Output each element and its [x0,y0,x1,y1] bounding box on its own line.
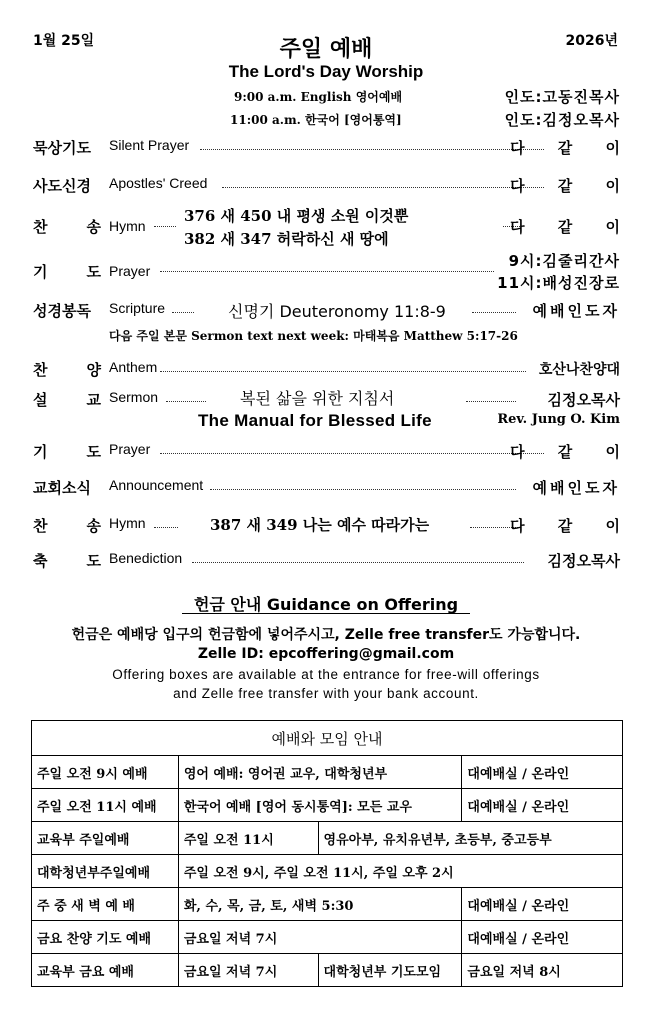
schedule-desc: 한국어 예배 [영어 동시통역]: 모든 교우 [178,789,462,822]
sermon-preacher-en: Rev. Jung O. Kim [497,412,620,427]
service-leader-korean: 인도:김정오목사 [504,111,620,129]
schedule-time: 금요일 저녁 7시 [178,954,318,987]
order-label-en: Sermon [109,389,159,405]
order-by: 다 같 이 [510,139,634,157]
order-scripture [0,300,652,322]
sermon-title-ko: 복된 삶을 위한 지침서 [240,389,395,408]
order-sermon [0,389,652,439]
schedule-row [32,822,623,855]
offering-title-underline [182,613,470,614]
prayer-leader-11am: 11시:배성진장로 [497,274,620,292]
label-char: 기 [33,443,48,461]
schedule-header-row [32,721,623,756]
order-label-ko [33,261,101,282]
order-label-en: Prayer [109,441,151,457]
service-time-english: 9:00 a.m. English 영어예배 [234,90,403,104]
service-leader-english: 인도:고동진목사 [504,88,620,106]
label-char: 축 [33,552,48,570]
dotted-leader [160,371,526,372]
schedule-desc: 주일 오전 9시, 주일 오전 11시, 주일 오후 2시 [178,855,622,888]
order-by: 다 같 이 [510,443,634,461]
order-by: 예배인도자 [532,479,620,497]
schedule-groups: 영유아부, 유치유년부, 초등부, 중고등부 [318,822,622,855]
label-char: 찬 [33,218,48,236]
order-label-ko [33,515,101,536]
offering-note-ko: 헌금은 예배당 입구의 헌금함에 넣어주시고, Zelle free transfer도 가능합니다. [71,627,581,643]
label-char: 기 [33,263,48,281]
dotted-leader [166,401,206,402]
service-date: 1월 25일 [33,33,95,49]
dotted-leader [160,453,544,454]
offering-note-en-1: Offering boxes are available at the entrance for free-will offerings [112,667,540,682]
order-label-ko: 묵상기도 [33,139,91,157]
schedule-place: 대예배실 / 온라인 [462,789,623,822]
order-prayer-1 [0,250,652,294]
order-by: 다 같 이 [510,517,634,535]
offering-note-en-2: and Zelle free transfer with your bank account. [173,686,479,701]
schedule-name-2: 대학청년부 기도모임 [318,954,462,987]
schedule-row [32,855,623,888]
schedule-row [32,921,623,954]
scripture-reference: 신명기 Deuteronomy 11:8-9 [228,302,446,321]
schedule-desc: 화, 수, 목, 금, 토, 새벽 5:30 [178,888,462,921]
order-label-ko: 사도신경 [33,177,91,195]
order-label-ko [33,216,101,237]
dotted-leader [466,401,516,402]
dotted-leader [222,187,544,188]
dotted-leader [172,312,194,313]
order-label-en: Apostles' Creed [109,175,208,191]
schedule-place: 대예배실 / 온라인 [462,888,623,921]
schedule-row [32,954,623,987]
dotted-leader [210,489,516,490]
order-anthem [0,359,652,381]
order-by: 다 같 이 [510,177,634,195]
order-label-ko [33,389,101,410]
label-char: 찬 [33,517,48,535]
order-label-en: Hymn [109,218,146,234]
schedule-name: 교육부 주일예배 [32,822,179,855]
label-char: 찬 [33,361,48,379]
order-by: 호산나찬양대 [538,362,620,378]
schedule-name: 주 중 새 벽 예 배 [32,888,179,921]
page-title-ko: 주일 예배 [279,37,373,62]
dotted-leader [200,149,544,150]
schedule-row [32,756,623,789]
label-char: 도 [86,443,101,461]
order-label-en: Benediction [109,550,183,566]
hymn-line-1: 376 새 450 내 평생 소원 이것뿐 [184,207,409,225]
order-by: 김정오목사 [547,552,620,570]
schedule-time: 주일 오전 11시 [178,822,318,855]
order-hymn-1 [0,205,652,249]
schedule-name: 교육부 금요 예배 [32,954,179,987]
next-week-sermon-text: 다음 주일 본문 Sermon text next week: 마태복음 Matthew 5:17-26 [109,329,518,343]
label-char: 도 [86,263,101,281]
prayer-leader-9am: 9시:김줄리간사 [508,252,620,270]
schedule-table [31,720,623,987]
order-benediction [0,550,652,572]
hymn-line-2: 382 새 347 허락하신 새 땅에 [184,230,389,248]
sermon-title-en: The Manual for Blessed Life [198,411,432,430]
offering-zelle-id: Zelle ID: epcoffering@gmail.com [197,646,455,662]
order-prayer-2 [0,441,652,463]
service-year: 2026년 [565,33,618,49]
order-label-ko: 교회소식 [33,479,91,497]
schedule-time-2: 금요일 저녁 8시 [462,954,623,987]
label-char: 교 [86,391,101,409]
label-char: 송 [86,218,101,236]
schedule-name: 주일 오전 9시 예배 [32,756,179,789]
schedule-name: 주일 오전 11시 예배 [32,789,179,822]
order-label-en: Silent Prayer [109,137,190,153]
order-label-en: Hymn [109,515,146,531]
schedule-title: 예배와 모임 안내 [32,721,623,756]
schedule-row [32,789,623,822]
dotted-leader [472,312,516,313]
dotted-leader [154,527,178,528]
offering-title: 헌금 안내 Guidance on Offering [193,595,459,614]
hymn-line: 387 새 349 나는 예수 따라가는 [210,516,430,534]
schedule-place: 대예배실 / 온라인 [462,756,623,789]
order-label-en: Announcement [109,477,204,493]
schedule-desc: 영어 예배: 영어권 교우, 대학청년부 [178,756,462,789]
order-label-ko: 성경봉독 [33,302,91,320]
sermon-preacher: 김정오목사 [547,391,620,409]
order-hymn-2 [0,515,652,537]
order-silent-prayer [0,137,652,159]
order-label-ko [33,550,101,571]
schedule-name: 금요 찬양 기도 예배 [32,921,179,954]
label-char: 도 [86,552,101,570]
page-title-en: The Lord's Day Worship [228,62,424,81]
order-label-ko [33,359,101,380]
service-time-korean: 11:00 a.m. 한국어 [영어통역] [230,113,402,127]
schedule-name: 대학청년부주일예배 [32,855,179,888]
order-label-en: Anthem [109,359,158,375]
label-char: 양 [86,361,101,379]
label-char: 송 [86,517,101,535]
label-char: 설 [33,391,48,409]
order-label-en: Scripture [109,300,166,316]
order-label-ko [33,441,101,462]
order-by: 예배인도자 [532,302,620,320]
order-label-en: Prayer [109,263,151,279]
schedule-row [32,888,623,921]
order-creed [0,175,652,197]
order-by: 다 같 이 [510,218,634,236]
dotted-leader [160,271,494,272]
dotted-leader [154,226,176,227]
dotted-leader [192,562,524,563]
order-announcement [0,477,652,499]
schedule-place: 대예배실 / 온라인 [462,921,623,954]
schedule-desc: 금요일 저녁 7시 [178,921,462,954]
